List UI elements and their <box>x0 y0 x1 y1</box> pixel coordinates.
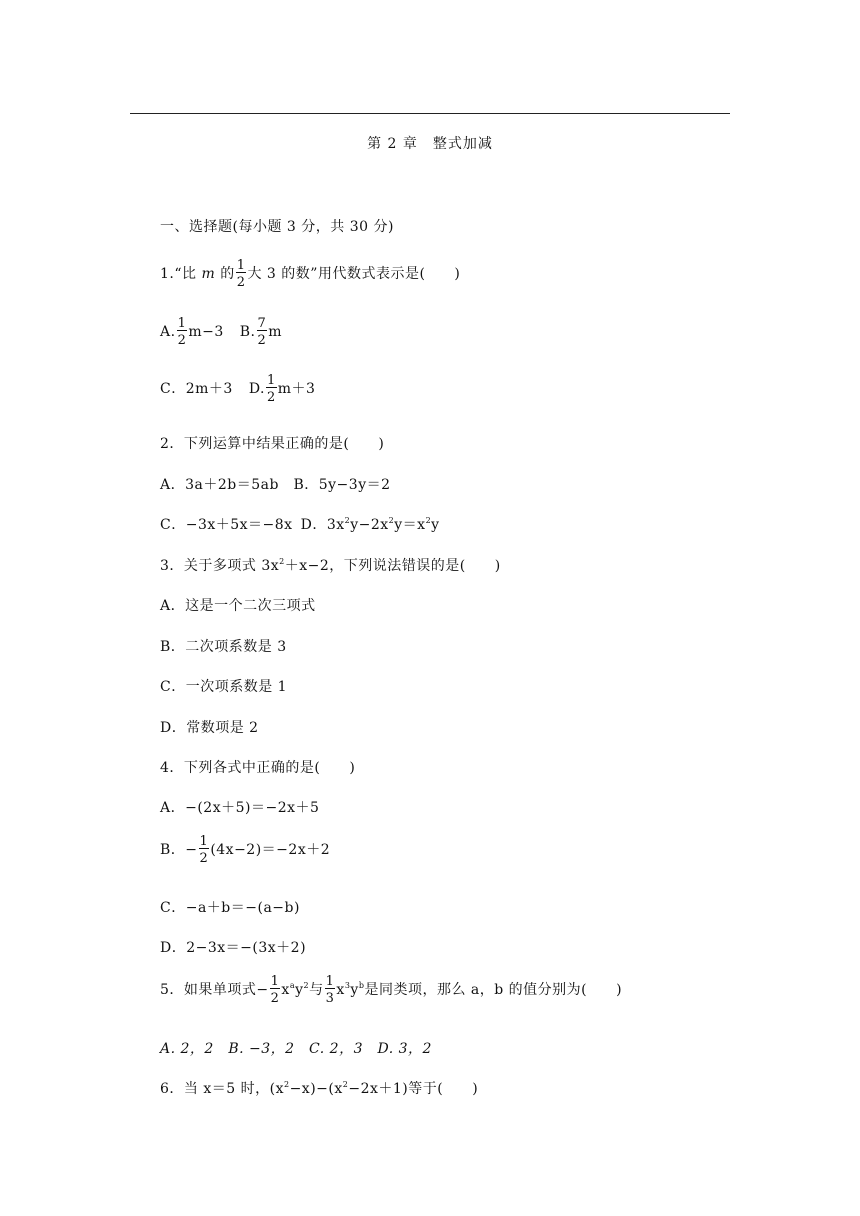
question-5-options: A. 2，2 B. −3，2 C. 2，3 D. 3，2 <box>160 1041 432 1057</box>
question-6-stem: 6．当 x＝5 时，$(x^2-x)-(x^2-2x+1)$等于( ) <box>160 1080 479 1097</box>
question-1-stem: 1.“比 m 的 $\frac{1}{2}$ 大 3 的数”用代数式表示是( ) <box>160 258 461 290</box>
question-2-options-cd: C．−3x＋5x＝−8x D．$3x^2y-2x^2y=x^2y$ <box>160 516 440 533</box>
question-3-option-a: A．这是一个二次三项式 <box>160 598 316 614</box>
question-2-options-ab: A．3a＋2b＝5ab B．5y−3y＝2 <box>160 477 391 493</box>
question-3-option-c: C．一次项系数是 1 <box>160 679 288 695</box>
question-4-option-b: B．− $\frac{1}{2}$ (4x−2)＝−2x＋2 <box>160 834 331 866</box>
question-4-stem: 4．下列各式中正确的是( ) <box>160 760 356 776</box>
question-1-options-ab: A. $\frac{1}{2}$ m−3 B. $\frac{7}{2}$ m <box>160 316 283 348</box>
question-4-option-c: C．−a＋b＝−(a−b) <box>160 900 300 916</box>
question-4-option-a: A．−(2x＋5)＝−2x＋5 <box>160 800 320 816</box>
section-heading: 一、选择题(每小题 3 分，共 30 分) <box>160 219 394 235</box>
question-3-option-b: B．二次项系数是 3 <box>160 639 287 655</box>
question-1-options-cd: C．2m＋3 D. $\frac{1}{2}$ m＋3 <box>160 373 316 405</box>
question-4-option-d: D．2−3x＝−(3x＋2) <box>160 940 307 956</box>
question-5-stem: 5．如果单项式− $\frac{1}{2}$ $x^ay^2$与 $\frac{1}{3}$ $x^3y^b$是同类项，那么 a，b 的值分别为( ) <box>160 974 623 1006</box>
question-3-option-d: D．常数项是 2 <box>160 720 259 736</box>
question-2-stem: 2．下列运算中结果正确的是( ) <box>160 436 385 452</box>
header-rule <box>130 113 730 114</box>
page-title: 第 2 章 整式加减 <box>367 136 493 152</box>
fraction: $\frac{1}{2}$ <box>236 258 246 290</box>
question-3-stem: 3．关于多项式 $3x^2+x-2$，下列说法错误的是( ) <box>160 557 501 574</box>
